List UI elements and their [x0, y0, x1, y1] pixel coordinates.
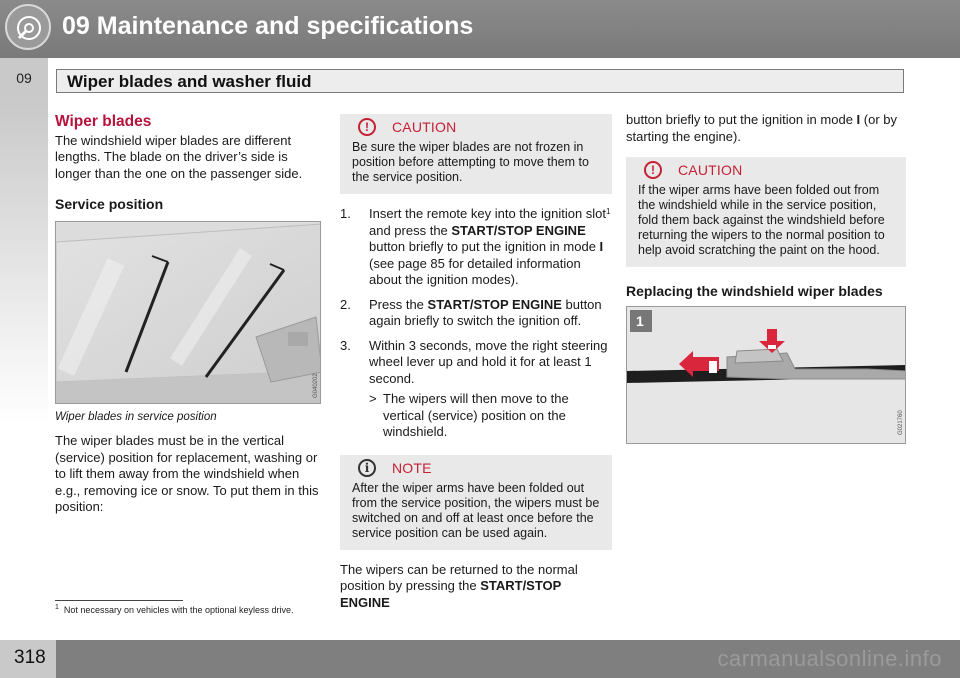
- chapter-header: [0, 0, 960, 58]
- heading-replacing-blades: Replacing the windshield wiper blades: [626, 283, 883, 299]
- footnote-ref: 1: [606, 207, 611, 216]
- heading-wiper-blades: Wiper blades: [55, 113, 152, 130]
- footnote-divider: [55, 600, 183, 601]
- continued-paragraph: button briefly to put the ignition in mode I (or by starting the engine).: [626, 112, 898, 144]
- figure-step-number: 1: [636, 312, 644, 329]
- caution-box-2: [626, 157, 906, 267]
- sidebar-fade: [0, 100, 48, 640]
- step-2: 2. Press the START/STOP ENGINE button again briefly to switch the ignition off.: [340, 296, 602, 328]
- procedure-steps: [340, 206, 612, 441]
- section-title: Wiper blades and washer fluid: [67, 72, 312, 91]
- caution-header-2: [638, 157, 894, 183]
- figure-code: G040202: [313, 372, 319, 398]
- windshield-figure: [55, 221, 321, 404]
- footnote: $^1$ Not necessary on vehicles with the optional keyless drive.: [55, 604, 294, 615]
- heading-service-position: Service position: [55, 196, 164, 212]
- wiper-blade-figure: [626, 306, 906, 444]
- caution-label: CAUTION: [392, 119, 457, 135]
- page-footer: [0, 640, 960, 678]
- watermark: carmanualsonline.info: [717, 646, 942, 671]
- note-label: NOTE: [392, 459, 432, 476]
- caution-text: Be sure the wiper blades are not frozen in position before attempting to move them to the service position.: [352, 140, 589, 184]
- column-1: [55, 112, 323, 516]
- caution-header: [352, 114, 600, 140]
- figure-caption: Wiper blades in service position: [55, 410, 217, 423]
- note-box: [340, 455, 612, 550]
- column-3: [626, 112, 906, 444]
- caution-label-2: CAUTION: [678, 162, 743, 178]
- chapter-number: 09: [16, 70, 32, 86]
- step-3: 3. Within 3 seconds, move the right steering wheel lever up and hold it for at least 1 second. > The wipers will then move to the vertical (service) position on the windshield.: [340, 338, 612, 441]
- section-title-bar: [56, 69, 904, 93]
- info-icon: i: [358, 459, 376, 477]
- step-1: 1. Insert the remote key into the ignition slot$^1$ and press the START/STOP ENGINE button briefly to put the ignition in mode I (see page 85 for detailed information about the ignition modes).: [340, 206, 611, 287]
- caution-text-2: If the wiper arms have been folded out from the windshield while in the service position, fold them back against the windshield before returning the wipers to the normal position to help avoid scratching the paint on the hood.: [638, 183, 885, 257]
- figure-code-2: G021760: [898, 409, 904, 435]
- wrench-gear-icon: [5, 4, 51, 50]
- page-number: 318: [14, 647, 46, 668]
- note-header: [352, 455, 600, 481]
- exclamation-icon: !: [644, 161, 662, 179]
- column-2: [340, 112, 612, 611]
- body-paragraph: The wiper blades must be in the vertical (service) position for replacement, washing or to lift them away from the windshield when e.g., removing ice or snow. To put them in this position:: [55, 433, 319, 514]
- step-3-result: > The wipers will then move to the vertical (service) position on the windshield.: [369, 391, 569, 439]
- windshield-illustration: [56, 222, 321, 404]
- exclamation-icon: !: [358, 118, 376, 136]
- outro-paragraph: The wipers can be returned to the normal position by pressing the START/STOP ENGINE: [340, 561, 578, 610]
- intro-paragraph: The windshield wiper blades are different lengths. The blade on the driver’s side is longer than the one on the passenger side.: [55, 132, 303, 181]
- wiper-blade-illustration: [627, 307, 906, 444]
- note-text: After the wiper arms have been folded out from the service position, the wipers must be switched on and off at least once before the service position can be used again.: [352, 480, 600, 540]
- caution-box: [340, 114, 612, 194]
- chapter-title: 09 Maintenance and specifications: [62, 12, 474, 40]
